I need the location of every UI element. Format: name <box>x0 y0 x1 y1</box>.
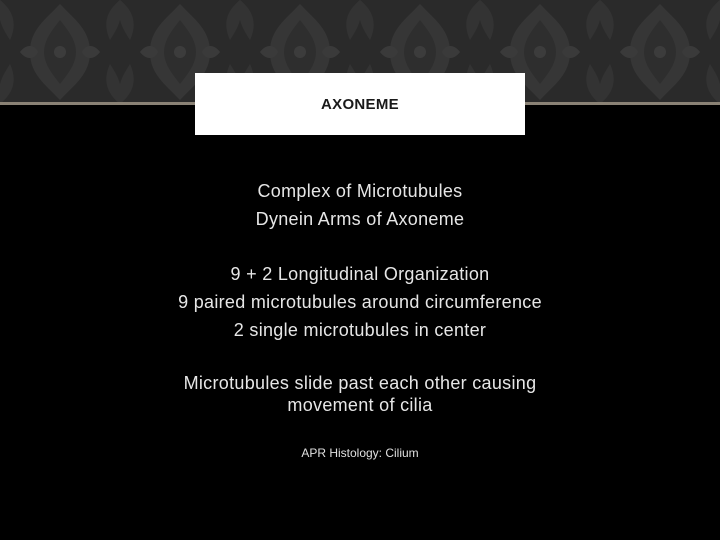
source-caption: APR Histology: Cilium <box>301 446 419 460</box>
text-line: Complex of Microtubules <box>257 181 463 201</box>
text-line: Dynein Arms of Axoneme <box>255 209 465 229</box>
text-line: 9 + 2 Longitudinal Organization <box>230 264 490 284</box>
text-block-1 <box>0 177 720 233</box>
text-line: Microtubules slide past each other causing <box>183 373 537 393</box>
text-line: 9 paired microtubules around circumference <box>178 292 542 312</box>
slide-title: AXONEME <box>321 95 399 113</box>
text-line: movement of cilia <box>287 395 433 415</box>
text-line: 2 single microtubules in center <box>233 320 487 340</box>
text-block-3 <box>0 372 720 416</box>
title-box <box>195 73 525 135</box>
text-block-2 <box>0 260 720 344</box>
